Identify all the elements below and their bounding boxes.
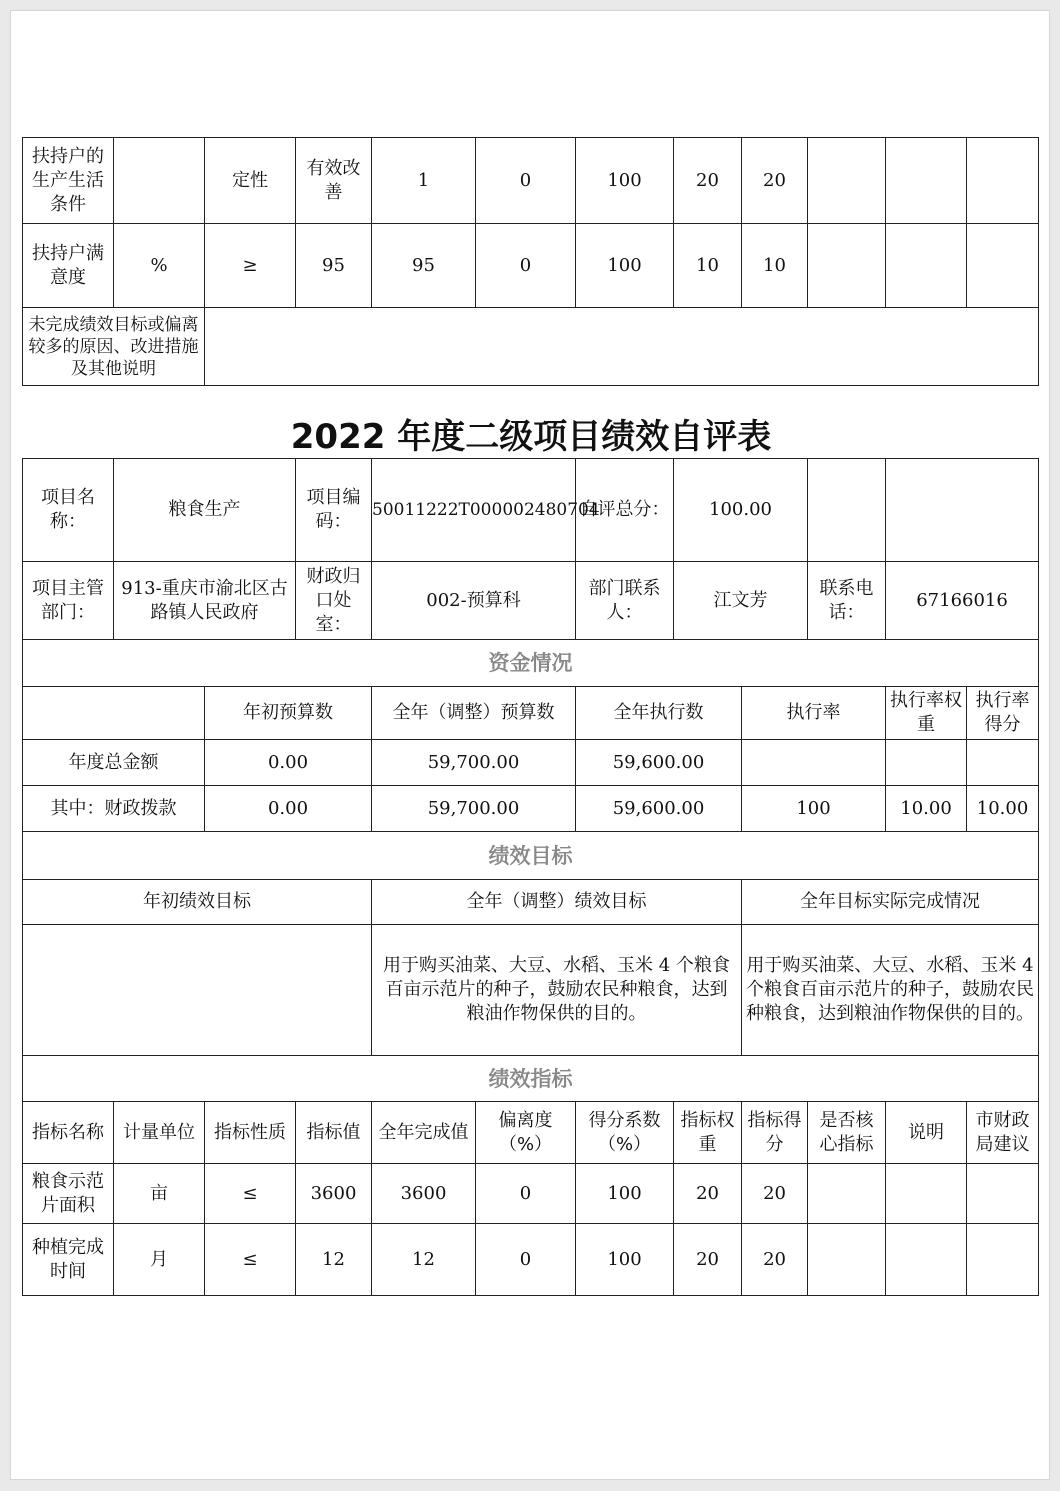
goals-header-row bbox=[23, 880, 1039, 925]
indicator-advice bbox=[967, 1164, 1039, 1224]
goals-content-row bbox=[23, 925, 1039, 1056]
indicator-col-header: 偏离度（%） bbox=[476, 1102, 576, 1164]
top-indicator-table bbox=[22, 137, 1039, 386]
indicator-col-header: 指标名称 bbox=[23, 1102, 114, 1164]
funds-rate bbox=[742, 740, 886, 786]
goals-initial bbox=[23, 925, 372, 1056]
indicator-done: 1 bbox=[372, 138, 476, 224]
funds-executed: 59,600.00 bbox=[576, 740, 742, 786]
indicator-weight: 20 bbox=[674, 1164, 742, 1224]
indicator-col-header: 得分系数（%） bbox=[576, 1102, 674, 1164]
project-name-value: 粮食生产 bbox=[114, 459, 296, 562]
funds-score: 10.00 bbox=[967, 786, 1039, 832]
indicator-col-header: 说明 bbox=[886, 1102, 967, 1164]
indicator-core bbox=[808, 224, 886, 308]
indicator-deviation: 0 bbox=[476, 224, 576, 308]
indicator-weight: 10 bbox=[674, 224, 742, 308]
indicator-advice bbox=[967, 224, 1039, 308]
goals-col-header: 全年（调整）绩效目标 bbox=[372, 880, 742, 925]
funds-initial: 0.00 bbox=[205, 786, 372, 832]
goals-adjusted: 用于购买油菜、大豆、水稻、玉米 4 个粮食百亩示范片的种子，鼓励农民种粮食，达到粮油作物保供的目的。 bbox=[372, 925, 742, 1056]
finance-label: 财政归口处室： bbox=[296, 562, 372, 640]
evaluation-table bbox=[22, 458, 1039, 1296]
indicator-core bbox=[808, 138, 886, 224]
indicator-score: 20 bbox=[742, 138, 808, 224]
goals-col-header: 年初绩效目标 bbox=[23, 880, 372, 925]
indicator-name: 粮食示范片面积 bbox=[23, 1164, 114, 1224]
blank-cell bbox=[23, 687, 205, 740]
funds-adjusted: 59,700.00 bbox=[372, 740, 576, 786]
project-name-label: 项目名称： bbox=[23, 459, 114, 562]
funds-row-label: 年度总金额 bbox=[23, 740, 205, 786]
indicator-unit: 月 bbox=[114, 1224, 205, 1296]
funds-col-header: 执行率权重 bbox=[886, 687, 967, 740]
indicator-unit: 亩 bbox=[114, 1164, 205, 1224]
notes-row bbox=[23, 308, 1039, 386]
indicator-nature: ≤ bbox=[205, 1224, 296, 1296]
goals-section-title: 绩效目标 bbox=[23, 832, 1039, 880]
indicator-core bbox=[808, 1164, 886, 1224]
indicator-note bbox=[886, 138, 967, 224]
indicator-weight: 20 bbox=[674, 138, 742, 224]
finance-value: 002-预算科 bbox=[372, 562, 576, 640]
indicator-coef: 100 bbox=[576, 224, 674, 308]
contact-label: 部门联系人： bbox=[576, 562, 674, 640]
indicator-done: 3600 bbox=[372, 1164, 476, 1224]
indicator-nature: ≤ bbox=[205, 1164, 296, 1224]
indicator-col-header: 指标得分 bbox=[742, 1102, 808, 1164]
indicator-deviation: 0 bbox=[476, 1164, 576, 1224]
notes-content bbox=[205, 308, 1039, 386]
project-code-value: 50011222T000002480704 bbox=[372, 459, 576, 562]
project-code-label: 项目编码： bbox=[296, 459, 372, 562]
indicator-col-header: 全年完成值 bbox=[372, 1102, 476, 1164]
indicator-col-header: 市财政局建议 bbox=[967, 1102, 1039, 1164]
indicator-note bbox=[886, 1224, 967, 1296]
funds-adjusted: 59,700.00 bbox=[372, 786, 576, 832]
indicator-nature: ≥ bbox=[205, 224, 296, 308]
indicator-advice bbox=[967, 1224, 1039, 1296]
indicator-unit: % bbox=[114, 224, 205, 308]
phone-value: 67166016 bbox=[886, 562, 1039, 640]
indicator-done: 12 bbox=[372, 1224, 476, 1296]
indicator-advice bbox=[967, 138, 1039, 224]
indicator-nature: 定性 bbox=[205, 138, 296, 224]
score-value: 100.00 bbox=[674, 459, 808, 562]
funds-row-label: 其中：财政拨款 bbox=[23, 786, 205, 832]
phone-label: 联系电话： bbox=[808, 562, 886, 640]
funds-section-title: 资金情况 bbox=[23, 640, 1039, 687]
indicator-coef: 100 bbox=[576, 1164, 674, 1224]
indicator-col-header: 指标值 bbox=[296, 1102, 372, 1164]
goals-actual: 用于购买油菜、大豆、水稻、玉米 4 个粮食百亩示范片的种子，鼓励农民种粮食，达到粮油作物保供的目的。 bbox=[742, 925, 1039, 1056]
indicator-name: 种植完成时间 bbox=[23, 1224, 114, 1296]
indicator-target: 3600 bbox=[296, 1164, 372, 1224]
indicator-note bbox=[886, 1164, 967, 1224]
table-row bbox=[23, 224, 1039, 308]
indicator-score: 10 bbox=[742, 224, 808, 308]
info-row bbox=[23, 562, 1039, 640]
blank-cell bbox=[808, 459, 886, 562]
indicator-deviation: 0 bbox=[476, 138, 576, 224]
indicator-unit bbox=[114, 138, 205, 224]
funds-col-header: 年初预算数 bbox=[205, 687, 372, 740]
funds-weight: 10.00 bbox=[886, 786, 967, 832]
funds-col-header: 全年（调整）预算数 bbox=[372, 687, 576, 740]
indicator-weight: 20 bbox=[674, 1224, 742, 1296]
document-page bbox=[10, 10, 1050, 1480]
indicator-name: 扶持户满意度 bbox=[23, 224, 114, 308]
indicator-coef: 100 bbox=[576, 1224, 674, 1296]
indicator-core bbox=[808, 1224, 886, 1296]
funds-initial: 0.00 bbox=[205, 740, 372, 786]
indicator-col-header: 计量单位 bbox=[114, 1102, 205, 1164]
indicator-done: 95 bbox=[372, 224, 476, 308]
info-row bbox=[23, 459, 1039, 562]
indicator-coef: 100 bbox=[576, 138, 674, 224]
contact-value: 江文芳 bbox=[674, 562, 808, 640]
indicators-section-title: 绩效指标 bbox=[23, 1056, 1039, 1102]
indicator-target: 12 bbox=[296, 1224, 372, 1296]
table-row bbox=[23, 1164, 1039, 1224]
funds-executed: 59,600.00 bbox=[576, 786, 742, 832]
funds-col-header: 全年执行数 bbox=[576, 687, 742, 740]
dept-label: 项目主管部门： bbox=[23, 562, 114, 640]
table-row bbox=[23, 740, 1039, 786]
funds-col-header: 执行率得分 bbox=[967, 687, 1039, 740]
funds-col-header: 执行率 bbox=[742, 687, 886, 740]
score-label: 自评总分： bbox=[576, 459, 674, 562]
page-title: 2022 年度二级项目绩效自评表 bbox=[290, 417, 772, 457]
funds-weight bbox=[886, 740, 967, 786]
table-row bbox=[23, 786, 1039, 832]
indicator-note bbox=[886, 224, 967, 308]
table-row bbox=[23, 138, 1039, 224]
section-header-row bbox=[23, 1056, 1039, 1102]
goals-col-header: 全年目标实际完成情况 bbox=[742, 880, 1039, 925]
indicator-score: 20 bbox=[742, 1224, 808, 1296]
indicator-name: 扶持户的生产生活条件 bbox=[23, 138, 114, 224]
section-header-row bbox=[23, 640, 1039, 687]
indicator-target: 95 bbox=[296, 224, 372, 308]
blank-cell bbox=[886, 459, 1039, 562]
indicator-target: 有效改善 bbox=[296, 138, 372, 224]
funds-score bbox=[967, 740, 1039, 786]
indicator-score: 20 bbox=[742, 1164, 808, 1224]
section-header-row bbox=[23, 832, 1039, 880]
indicator-col-header: 指标性质 bbox=[205, 1102, 296, 1164]
funds-header-row bbox=[23, 687, 1039, 740]
indicator-col-header: 指标权重 bbox=[674, 1102, 742, 1164]
indicators-header-row bbox=[23, 1102, 1039, 1164]
table-row bbox=[23, 1224, 1039, 1296]
indicator-deviation: 0 bbox=[476, 1224, 576, 1296]
dept-value: 913-重庆市渝北区古路镇人民政府 bbox=[114, 562, 296, 640]
funds-rate: 100 bbox=[742, 786, 886, 832]
indicator-col-header: 是否核心指标 bbox=[808, 1102, 886, 1164]
notes-label: 未完成绩效目标或偏离较多的原因、改进措施及其他说明 bbox=[23, 308, 205, 386]
